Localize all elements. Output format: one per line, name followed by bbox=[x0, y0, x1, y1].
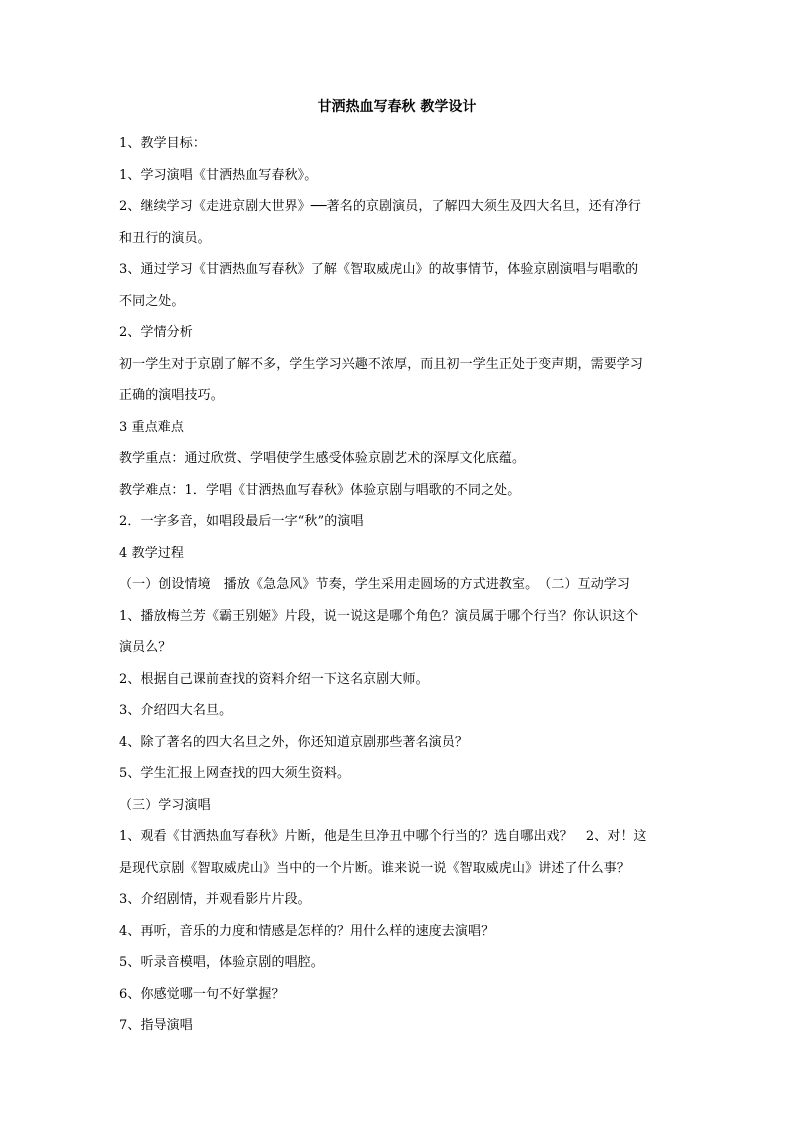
singing-line: 7、指导演唱 bbox=[119, 1018, 193, 1033]
process-heading: 4 教学过程 bbox=[119, 545, 185, 561]
process-line: 5、学生汇报上网查找的四大须生资料。 bbox=[119, 766, 351, 781]
analysis-line: 正确的演唱技巧。 bbox=[119, 388, 224, 403]
singing-line: 6、你感觉哪一句不好掌握？ bbox=[119, 986, 285, 1002]
process-line: （一）创设情境 播放《急急风》节奏，学生采用走圆场的方式进教室。 （二）互动学习 bbox=[119, 577, 631, 592]
singing-heading: （三）学习演唱 bbox=[119, 797, 211, 813]
process-line: 1、播放梅兰芳《霸王别姬》片段，说一说这是哪个角色？演员属于哪个行当？你认识这个 bbox=[119, 608, 639, 624]
document-title: 甘洒热血写春秋 教学设计 bbox=[317, 99, 477, 115]
analysis-heading: 2、学情分析 bbox=[119, 325, 193, 340]
objective-line: 和丑行的演员。 bbox=[119, 230, 211, 246]
key-point-line: 教学重点：通过欣赏、学唱使学生感受体验京剧艺术的深厚文化底蕴。 bbox=[119, 451, 526, 466]
objective-line: 1、学习演唱《甘洒热血写春秋》。 bbox=[119, 167, 318, 183]
process-line: 2、根据自己课前查找的资料介绍一下这名京剧大师。 bbox=[119, 671, 429, 687]
objectives-heading: 1、教学目标： bbox=[119, 136, 206, 151]
singing-line: 3、介绍剧情，并观看影片片段。 bbox=[119, 892, 311, 907]
objective-line: 2、继续学习《走进京剧大世界》──著名的京剧演员，了解四大须生及四大名旦，还有净行 bbox=[119, 199, 642, 214]
singing-line: 4、再听，音乐的力度和情感是怎样的？用什么样的速度去演唱？ bbox=[119, 923, 495, 939]
process-line: 3、介绍四大名旦。 bbox=[119, 703, 233, 718]
key-point-line: 教学难点：1．学唱《甘洒热血写春秋》体验京剧与唱歌的不同之处。 bbox=[119, 482, 521, 498]
analysis-line: 初一学生对于京剧了解不多，学生学习兴趣不浓厚，而且初一学生正处于变声期，需要学习 bbox=[119, 356, 644, 372]
singing-line: 1、观看《甘洒热血写春秋》片断，他是生旦净丑中哪个行当的？选自哪出戏？ 2、对！这 bbox=[119, 829, 647, 844]
objective-line: 不同之处。 bbox=[119, 293, 185, 309]
process-line: 4、除了著名的四大名旦之外，你还知道京剧那些著名演员？ bbox=[119, 734, 468, 750]
singing-line: 是现代京剧《智取威虎山》当中的一个片断。谁来说一说《智取威虎山》讲述了什么事？ bbox=[119, 860, 630, 876]
document-page bbox=[119, 100, 675, 1042]
objective-line: 3、通过学习《甘洒热血写春秋》了解《智取威虎山》的故事情节，体验京剧演唱与唱歌的 bbox=[119, 262, 639, 277]
singing-line: 5、听录音模唱，体验京剧的唱腔。 bbox=[119, 955, 324, 970]
key-point-line: 2．一字多音，如唱段最后一字“秋”的演唱 bbox=[119, 514, 364, 529]
key-points-heading: 3 重点难点 bbox=[119, 419, 185, 435]
process-line: 演员么？ bbox=[119, 640, 172, 655]
